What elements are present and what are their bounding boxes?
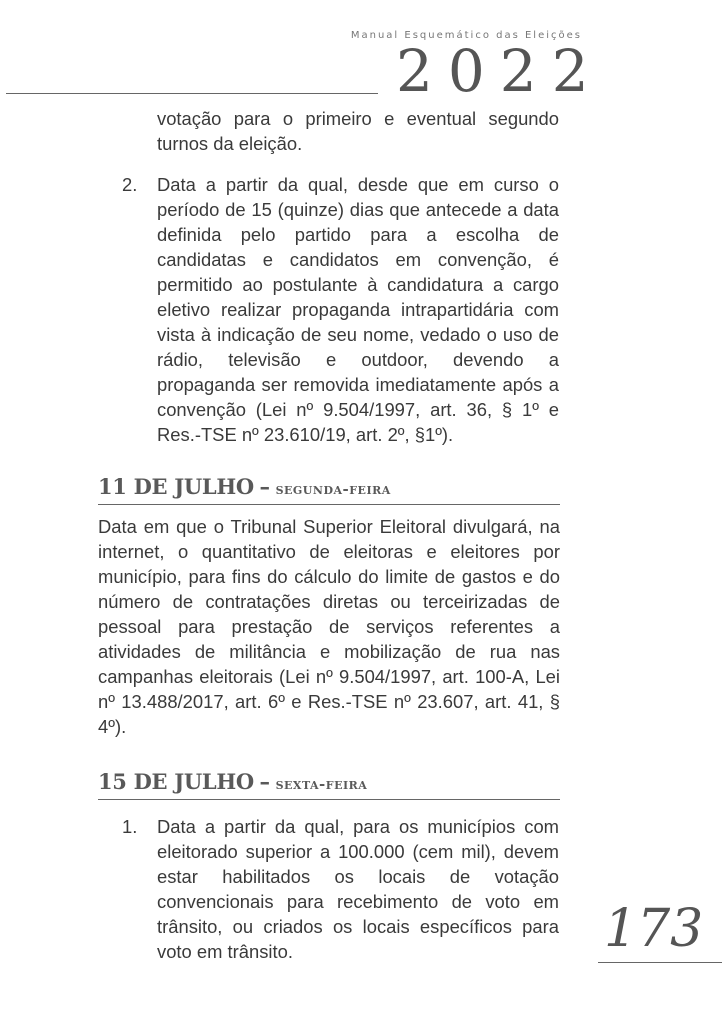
section-rule: [98, 504, 560, 505]
section-date: 15 DE JULHO: [98, 769, 254, 794]
header-year: 2022: [396, 37, 604, 105]
header-subtitle: Manual Esquemático das Eleições: [350, 30, 582, 41]
section-dash: –: [259, 474, 270, 499]
section-11-paragraph: Data em que o Tribunal Superior Eleitoral divulgará, na internet, o quantitativo de eleitoras e eleitores por município, para fins do cálculo do limite de gastos e do número de contratações diretas ou terceirizadas de pessoal para prestação de serviços referentes a atividades de militância e mobilização de rua nas campanhas eleitorais (Lei nº 9.504/1997, art. 100-A, Lei nº 13.488/2017, art. 6º e Res.-TSE nº 23.607, art. 41, § 4º).: [98, 516, 560, 737]
section-heading-11-julho: [98, 474, 391, 499]
section-weekday: segunda-feira: [275, 480, 391, 498]
item-2-number: 2.: [122, 174, 138, 195]
item-1-number: 1.: [122, 816, 138, 837]
header-rule: [6, 93, 378, 94]
page-number-rule: [598, 962, 722, 963]
item-2-text: Data a partir da qual, desde que em curso o período de 15 (quinze) dias que antecede a data definida pelo partido para a escolha de candidatas e candidatos em convenção, é permitido ao postulante à candidatura a cargo eletivo realizar propaganda intrapartidária com vista à indicação de seu nome, vedado o uso de rádio, televisão e outdoor, devendo a propaganda ser removida imediatamente após a convenção (Lei nº 9.504/1997, art. 36, § 1º e Res.-TSE nº 23.610/19, art. 2º, §1º).: [157, 174, 559, 445]
section-heading-15-julho: [98, 769, 367, 794]
section-dash: –: [259, 769, 270, 794]
item-1-text: Data a partir da qual, para os municípios com eleitorado superior a 100.000 (cem mil), devem estar habilitados os locais de votação convencionais para recebimento de voto em trânsito, ou criados os locais específicos para voto em trânsito.: [157, 816, 559, 962]
section-weekday: sexta-feira: [275, 775, 368, 793]
continuation-paragraph: votação para o primeiro e eventual segundo turnos da eleição.: [157, 108, 559, 154]
section-date: 11 DE JULHO: [98, 474, 254, 499]
page-number: 173: [604, 899, 704, 959]
section-rule: [98, 799, 560, 800]
